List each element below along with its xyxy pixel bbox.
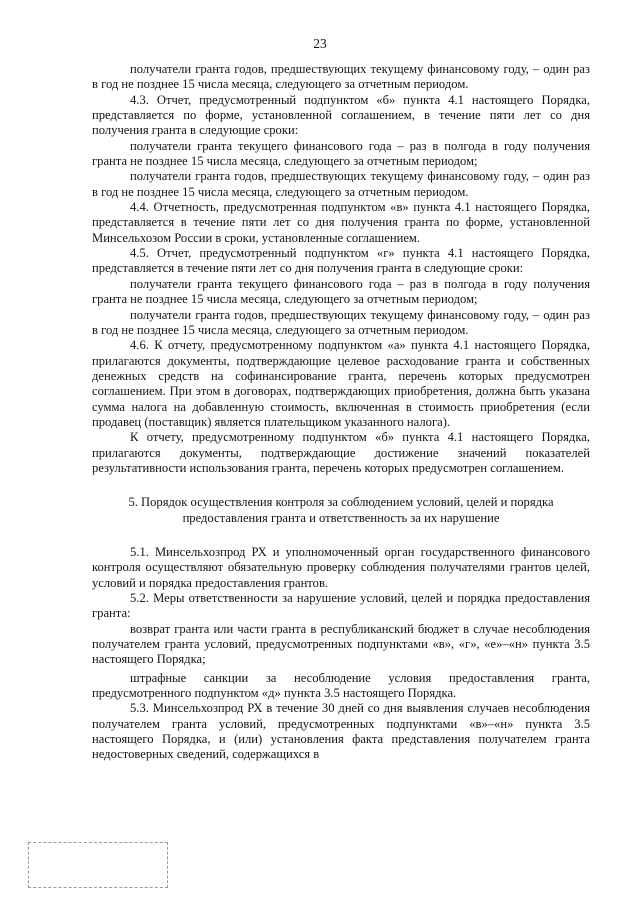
- paragraph: 4.4. Отчетность, предусмотренная подпунктом «в» пункта 4.1 настоящего Порядка, представляется в течение пяти лет со дня получения гранта по форме, установленной Минсельхозом России в сроки, установленные соглашением.: [92, 200, 590, 245]
- paragraph: 5.1. Минсельхозпрод РХ и уполномоченный орган государственного финансового контроля осуществляют обязательную проверку соблюдения получателями грантов целей, условий и порядка предоставления грантов.: [92, 544, 590, 590]
- document-body: [92, 62, 590, 763]
- paragraph: возврат гранта или части гранта в республиканский бюджет в случае несоблюдения получателем гранта условий, предусмотренных подпунктами «в», «г», «е»–«н» пункта 3.5 настоящего Порядка;: [92, 621, 590, 667]
- paragraph: 4.5. Отчет, предусмотренный подпунктом «г» пункта 4.1 настоящего Порядка, представляется в течение пяти лет со дня получения гранта в следующие сроки:: [92, 246, 590, 276]
- paragraph: получатели гранта текущего финансового года – раз в полгода в году получения гранта не позднее 15 числа месяца, следующего за отчетным периодом;: [92, 138, 590, 169]
- paragraph: К отчету, предусмотренному подпунктом «б» пункта 4.1 настоящего Порядка, прилагаются документы, подтверждающие достижение значений показателей результативности использования гранта, перечень которых предусмотрен соглашением.: [92, 430, 590, 475]
- document-stamp: [28, 842, 168, 888]
- paragraph: 4.6. К отчету, предусмотренному подпунктом «а» пункта 4.1 настоящего Порядка, прилагаются документы, подтверждающие целевое расходование гранта и собственных денежных средств на софинансирование гранта, перечень которых предусмотрен соглашением. При этом в договорах, подтверждающих приобретения, должна быть указана сумма налога на добавленную стоимость, включенная в стоимость приобретения (если продавец (поставщик) является плательщиком указанного налога).: [92, 338, 590, 429]
- section-heading: 5. Порядок осуществления контроля за соблюдением условий, целей и порядка предоставления гранта и ответственность за их нарушение: [128, 495, 554, 525]
- paragraph: получатели гранта годов, предшествующих текущему финансовому году, – один раз в год не позднее 15 числа месяца, следующего за отчетным периодом.: [92, 169, 590, 199]
- paragraph: штрафные санкции за несоблюдение условия предоставления гранта, предусмотренного подпунктом «д» пункта 3.5 настоящего Порядка.: [92, 670, 590, 701]
- paragraph: 5.3. Минсельхозпрод РХ в течение 30 дней со дня выявления случаев несоблюдения получателем гранта условий, предусмотренных подпунктами «в»–«н» пункта 3.5 настоящего Порядка, и (или) установления факта представления получателем гранта недостоверных сведений, содержащихся в: [92, 701, 590, 762]
- paragraph: получатели гранта годов, предшествующих текущему финансовому году, – один раз в год не позднее 15 числа месяца, следующего за отчетным периодом.: [92, 62, 590, 92]
- paragraph: получатели гранта годов, предшествующих текущему финансовому году, – один раз в год не позднее 15 числа месяца, следующего за отчетным периодом.: [92, 307, 590, 337]
- paragraph: получатели гранта текущего финансового года – раз в полгода в году получения гранта не позднее 15 числа месяца, следующего за отчетным периодом;: [92, 276, 590, 307]
- paragraph: 4.3. Отчет, предусмотренный подпунктом «б» пункта 4.1 настоящего Порядка, представляется по форме, установленной соглашением, в течение пяти лет со дня получения гранта в следующие сроки:: [92, 92, 590, 138]
- page-number: 23: [313, 36, 327, 51]
- paragraph: 5.2. Меры ответственности за нарушение условий, целей и порядка предоставления гранта:: [92, 591, 590, 621]
